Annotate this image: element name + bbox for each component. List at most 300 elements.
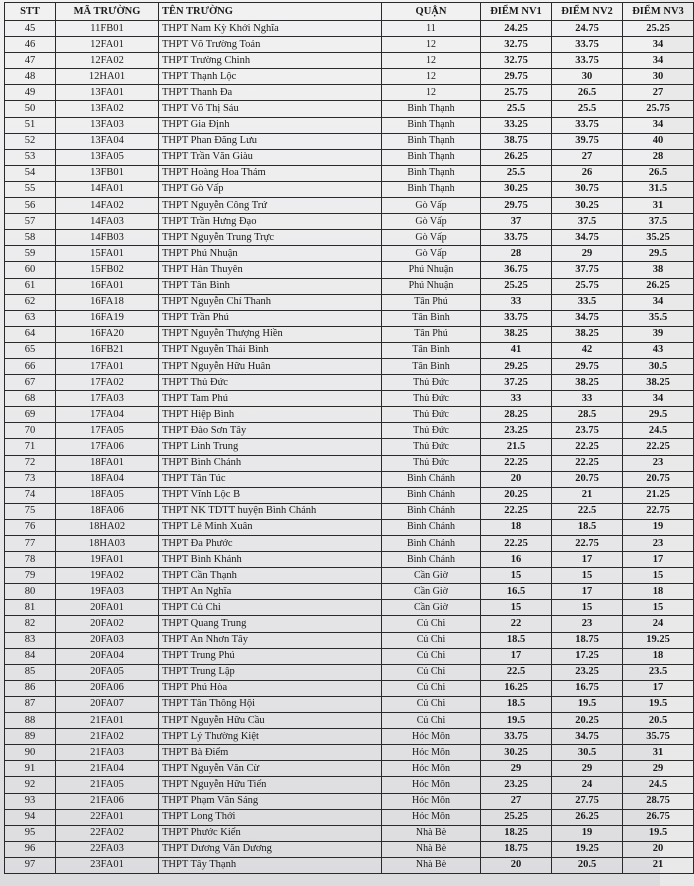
cell-diem-nv2: 23.25 [552, 664, 623, 680]
cell-diem-nv2: 19.5 [552, 696, 623, 712]
cell-quan: Bình Thạnh [382, 165, 481, 181]
cell-stt: 73 [5, 471, 56, 487]
cell-diem-nv3: 35.75 [623, 729, 694, 745]
cell-diem-nv3: 21 [623, 857, 694, 873]
cell-diem-nv1: 33.75 [481, 729, 552, 745]
cell-ten-truong: THPT Trần Phú [159, 310, 382, 326]
cell-quan: Phú Nhuận [382, 262, 481, 278]
table-row [5, 214, 694, 230]
cell-diem-nv3: 23 [623, 536, 694, 552]
table-row [5, 632, 694, 648]
cell-ma-truong: 14FA02 [56, 198, 159, 214]
cell-stt: 74 [5, 487, 56, 503]
cell-stt: 89 [5, 729, 56, 745]
cell-ten-truong: THPT Dương Văn Dương [159, 841, 382, 857]
table-row [5, 487, 694, 503]
cell-diem-nv3: 34 [623, 117, 694, 133]
cell-ma-truong: 19FA03 [56, 584, 159, 600]
cell-ten-truong: THPT Linh Trung [159, 439, 382, 455]
cell-quan: Củ Chi [382, 632, 481, 648]
cell-diem-nv2: 18.75 [552, 632, 623, 648]
cell-diem-nv2: 37.5 [552, 214, 623, 230]
table-row [5, 342, 694, 358]
cell-diem-nv2: 19.25 [552, 841, 623, 857]
cell-ma-truong: 16FA20 [56, 326, 159, 342]
cell-ten-truong: THPT Thanh Đa [159, 85, 382, 101]
cell-ma-truong: 18FA01 [56, 455, 159, 471]
cell-ten-truong: THPT Trần Văn Giàu [159, 149, 382, 165]
cell-stt: 88 [5, 713, 56, 729]
cell-stt: 55 [5, 181, 56, 197]
cell-stt: 86 [5, 680, 56, 696]
cell-quan: Bình Chánh [382, 519, 481, 535]
cell-diem-nv2: 33.75 [552, 117, 623, 133]
cell-diem-nv3: 27 [623, 85, 694, 101]
cell-quan: Cần Giờ [382, 600, 481, 616]
cell-diem-nv3: 26.5 [623, 165, 694, 181]
cell-quan: Tân Bình [382, 358, 481, 374]
cell-diem-nv1: 15 [481, 568, 552, 584]
cell-ten-truong: THPT Cần Thạnh [159, 568, 382, 584]
cell-stt: 94 [5, 809, 56, 825]
table-row [5, 37, 694, 53]
table-row [5, 391, 694, 407]
cell-quan: Tân Phú [382, 294, 481, 310]
cell-diem-nv2: 30 [552, 69, 623, 85]
cell-quan: Hóc Môn [382, 761, 481, 777]
cell-diem-nv2: 23 [552, 616, 623, 632]
cell-quan: Gò Vấp [382, 214, 481, 230]
cell-quan: Hóc Môn [382, 809, 481, 825]
cell-quan: Nhà Bè [382, 825, 481, 841]
table-row [5, 407, 694, 423]
cell-diem-nv2: 17 [552, 552, 623, 568]
cell-ma-truong: 11FB01 [56, 21, 159, 37]
cell-ma-truong: 20FA06 [56, 680, 159, 696]
table-row [5, 326, 694, 342]
cell-stt: 72 [5, 455, 56, 471]
cell-ma-truong: 16FB21 [56, 342, 159, 358]
table-row [5, 358, 694, 374]
cell-diem-nv1: 38.75 [481, 133, 552, 149]
table-row [5, 294, 694, 310]
cell-diem-nv3: 34 [623, 391, 694, 407]
cell-diem-nv3: 18 [623, 648, 694, 664]
cell-diem-nv1: 25.75 [481, 85, 552, 101]
cell-diem-nv2: 27.75 [552, 793, 623, 809]
cell-diem-nv3: 31 [623, 745, 694, 761]
cell-quan: Bình Chánh [382, 487, 481, 503]
cell-stt: 79 [5, 568, 56, 584]
cell-diem-nv3: 17 [623, 680, 694, 696]
cell-quan: Củ Chi [382, 616, 481, 632]
cell-diem-nv1: 23.25 [481, 423, 552, 439]
cell-diem-nv1: 19.5 [481, 713, 552, 729]
cell-ten-truong: THPT Phan Đăng Lưu [159, 133, 382, 149]
table-row [5, 471, 694, 487]
cell-diem-nv3: 15 [623, 568, 694, 584]
cell-diem-nv1: 37 [481, 214, 552, 230]
table-row [5, 230, 694, 246]
cell-ma-truong: 21FA01 [56, 713, 159, 729]
cell-quan: Thủ Đức [382, 423, 481, 439]
cell-quan: Bình Thạnh [382, 149, 481, 165]
cell-diem-nv1: 33.25 [481, 117, 552, 133]
cell-diem-nv1: 21.5 [481, 439, 552, 455]
cell-diem-nv2: 33.75 [552, 37, 623, 53]
cell-ma-truong: 20FA04 [56, 648, 159, 664]
cell-ma-truong: 16FA01 [56, 278, 159, 294]
cell-ma-truong: 20FA02 [56, 616, 159, 632]
cell-ma-truong: 17FA03 [56, 391, 159, 407]
cell-ma-truong: 12FA02 [56, 53, 159, 69]
cell-ten-truong: THPT NK TDTT huyện Bình Chánh [159, 503, 382, 519]
table-row [5, 455, 694, 471]
cell-ma-truong: 21FA05 [56, 777, 159, 793]
cell-diem-nv1: 32.75 [481, 37, 552, 53]
cell-diem-nv3: 29 [623, 761, 694, 777]
cell-diem-nv3: 24 [623, 616, 694, 632]
cell-diem-nv2: 29 [552, 761, 623, 777]
table-row [5, 648, 694, 664]
cell-stt: 85 [5, 664, 56, 680]
cell-ma-truong: 13FB01 [56, 165, 159, 181]
cell-ten-truong: THPT Hiệp Bình [159, 407, 382, 423]
cell-diem-nv1: 24.25 [481, 21, 552, 37]
cell-ten-truong: THPT Tân Túc [159, 471, 382, 487]
cell-ma-truong: 20FA05 [56, 664, 159, 680]
cell-diem-nv1: 33.75 [481, 230, 552, 246]
cell-ma-truong: 20FA01 [56, 600, 159, 616]
table-row [5, 680, 694, 696]
cell-diem-nv2: 33.5 [552, 294, 623, 310]
cell-diem-nv1: 18 [481, 519, 552, 535]
cell-diem-nv2: 25.5 [552, 101, 623, 117]
cell-diem-nv2: 33.75 [552, 53, 623, 69]
cell-diem-nv3: 30 [623, 69, 694, 85]
cell-ten-truong: THPT Võ Thị Sáu [159, 101, 382, 117]
cell-diem-nv2: 22.25 [552, 439, 623, 455]
cell-ma-truong: 13FA02 [56, 101, 159, 117]
cell-stt: 66 [5, 358, 56, 374]
table-row [5, 198, 694, 214]
cell-ten-truong: THPT Bình Khánh [159, 552, 382, 568]
cell-stt: 83 [5, 632, 56, 648]
cell-ma-truong: 13FA04 [56, 133, 159, 149]
cell-ten-truong: THPT Hoàng Hoa Thám [159, 165, 382, 181]
cell-ma-truong: 15FA01 [56, 246, 159, 262]
cell-diem-nv2: 27 [552, 149, 623, 165]
cell-diem-nv2: 39.75 [552, 133, 623, 149]
cell-stt: 81 [5, 600, 56, 616]
cell-diem-nv2: 29 [552, 246, 623, 262]
cell-diem-nv3: 24.5 [623, 423, 694, 439]
cell-diem-nv2: 29.75 [552, 358, 623, 374]
cell-quan: 12 [382, 69, 481, 85]
cell-ma-truong: 14FA03 [56, 214, 159, 230]
cell-diem-nv3: 30.5 [623, 358, 694, 374]
cell-stt: 97 [5, 857, 56, 873]
cell-diem-nv1: 38.25 [481, 326, 552, 342]
cell-ten-truong: THPT Tân Bình [159, 278, 382, 294]
cell-diem-nv2: 15 [552, 568, 623, 584]
table-row [5, 841, 694, 857]
cell-quan: Phú Nhuận [382, 278, 481, 294]
cell-diem-nv3: 24.5 [623, 777, 694, 793]
cell-diem-nv1: 28 [481, 246, 552, 262]
cell-diem-nv3: 37.5 [623, 214, 694, 230]
cell-ten-truong: THPT Gia Định [159, 117, 382, 133]
cell-quan: Hóc Môn [382, 729, 481, 745]
cell-quan: Củ Chi [382, 648, 481, 664]
header-diem-nv2: ĐIỂM NV2 [552, 3, 623, 21]
cell-diem-nv1: 29.75 [481, 69, 552, 85]
cell-ma-truong: 23FA01 [56, 857, 159, 873]
cell-stt: 87 [5, 696, 56, 712]
cell-diem-nv3: 38 [623, 262, 694, 278]
cell-stt: 64 [5, 326, 56, 342]
cell-diem-nv2: 24.75 [552, 21, 623, 37]
cell-diem-nv2: 38.25 [552, 326, 623, 342]
cell-ma-truong: 22FA03 [56, 841, 159, 857]
table-row [5, 21, 694, 37]
cell-ten-truong: THPT Trần Hưng Đạo [159, 214, 382, 230]
cell-diem-nv2: 34.75 [552, 230, 623, 246]
cell-diem-nv3: 19.25 [623, 632, 694, 648]
table-row [5, 761, 694, 777]
cell-diem-nv3: 43 [623, 342, 694, 358]
table-row [5, 53, 694, 69]
cell-diem-nv1: 18.5 [481, 696, 552, 712]
table-row [5, 310, 694, 326]
table-row [5, 165, 694, 181]
cell-ten-truong: THPT Bình Chánh [159, 455, 382, 471]
cell-diem-nv3: 19 [623, 519, 694, 535]
cell-stt: 93 [5, 793, 56, 809]
cell-diem-nv3: 29.5 [623, 407, 694, 423]
table-row [5, 423, 694, 439]
cell-ma-truong: 21FA04 [56, 761, 159, 777]
cell-quan: Bình Chánh [382, 536, 481, 552]
header-ten-truong: TÊN TRƯỜNG [159, 3, 382, 21]
cell-stt: 92 [5, 777, 56, 793]
cell-diem-nv3: 21.25 [623, 487, 694, 503]
cell-stt: 90 [5, 745, 56, 761]
cell-stt: 50 [5, 101, 56, 117]
header-quan: QUẬN [382, 3, 481, 21]
cell-quan: Cần Giờ [382, 568, 481, 584]
cell-diem-nv3: 25.75 [623, 101, 694, 117]
cell-ten-truong: THPT Hàn Thuyên [159, 262, 382, 278]
cell-diem-nv1: 22.5 [481, 664, 552, 680]
cell-diem-nv1: 23.25 [481, 777, 552, 793]
cell-quan: 12 [382, 85, 481, 101]
cell-diem-nv1: 16.25 [481, 680, 552, 696]
cell-diem-nv2: 20.75 [552, 471, 623, 487]
cell-diem-nv2: 22.75 [552, 536, 623, 552]
cell-diem-nv1: 17 [481, 648, 552, 664]
cell-ten-truong: THPT Lý Thường Kiệt [159, 729, 382, 745]
cell-quan: Bình Thạnh [382, 133, 481, 149]
cell-stt: 62 [5, 294, 56, 310]
cell-diem-nv1: 28.25 [481, 407, 552, 423]
table-row [5, 825, 694, 841]
cell-diem-nv2: 23.75 [552, 423, 623, 439]
table-row [5, 85, 694, 101]
cell-diem-nv1: 29.25 [481, 358, 552, 374]
cell-diem-nv1: 20 [481, 471, 552, 487]
cell-ten-truong: THPT Quang Trung [159, 616, 382, 632]
cell-quan: Tân Phú [382, 326, 481, 342]
cell-quan: Thủ Đức [382, 407, 481, 423]
cell-diem-nv2: 30.5 [552, 745, 623, 761]
cell-ten-truong: THPT Tây Thạnh [159, 857, 382, 873]
cell-ma-truong: 13FA05 [56, 149, 159, 165]
cell-diem-nv2: 17 [552, 584, 623, 600]
cell-ma-truong: 16FA19 [56, 310, 159, 326]
cell-ten-truong: THPT Củ Chi [159, 600, 382, 616]
cell-quan: Nhà Bè [382, 857, 481, 873]
cell-stt: 77 [5, 536, 56, 552]
cell-quan: Hóc Môn [382, 793, 481, 809]
cell-diem-nv1: 18.25 [481, 825, 552, 841]
cell-diem-nv2: 24 [552, 777, 623, 793]
cell-diem-nv1: 36.75 [481, 262, 552, 278]
table-row [5, 278, 694, 294]
table-row [5, 133, 694, 149]
cell-ma-truong: 18HA03 [56, 536, 159, 552]
cell-quan: Gò Vấp [382, 198, 481, 214]
cell-stt: 59 [5, 246, 56, 262]
table-row [5, 375, 694, 391]
cell-quan: Hóc Môn [382, 777, 481, 793]
cell-ma-truong: 14FB03 [56, 230, 159, 246]
cell-diem-nv1: 30.25 [481, 181, 552, 197]
cell-diem-nv3: 29.5 [623, 246, 694, 262]
cell-diem-nv3: 18 [623, 584, 694, 600]
cell-stt: 52 [5, 133, 56, 149]
cell-ten-truong: THPT Thủ Đức [159, 375, 382, 391]
cell-stt: 70 [5, 423, 56, 439]
cell-diem-nv2: 19 [552, 825, 623, 841]
cell-ma-truong: 15FB02 [56, 262, 159, 278]
cell-diem-nv1: 25.5 [481, 101, 552, 117]
cell-stt: 53 [5, 149, 56, 165]
cell-ten-truong: THPT Lê Minh Xuân [159, 519, 382, 535]
cell-diem-nv2: 38.25 [552, 375, 623, 391]
cell-ten-truong: THPT Trường Chinh [159, 53, 382, 69]
cell-diem-nv1: 41 [481, 342, 552, 358]
cell-diem-nv3: 20.5 [623, 713, 694, 729]
cell-ma-truong: 17FA01 [56, 358, 159, 374]
cell-ten-truong: THPT Võ Trường Toản [159, 37, 382, 53]
cell-diem-nv1: 25.5 [481, 165, 552, 181]
cell-ma-truong: 18FA06 [56, 503, 159, 519]
cell-quan: Thủ Đức [382, 455, 481, 471]
table-row [5, 536, 694, 552]
cell-ma-truong: 21FA03 [56, 745, 159, 761]
cell-stt: 84 [5, 648, 56, 664]
table-row [5, 600, 694, 616]
cell-diem-nv3: 35.25 [623, 230, 694, 246]
table-row [5, 246, 694, 262]
cell-ma-truong: 17FA02 [56, 375, 159, 391]
table-row [5, 664, 694, 680]
cell-ten-truong: THPT Nguyễn Thái Bình [159, 342, 382, 358]
cell-diem-nv1: 22 [481, 616, 552, 632]
cell-stt: 63 [5, 310, 56, 326]
cell-diem-nv3: 34 [623, 53, 694, 69]
cell-quan: Gò Vấp [382, 230, 481, 246]
cell-ma-truong: 14FA01 [56, 181, 159, 197]
cell-diem-nv2: 26.5 [552, 85, 623, 101]
cell-diem-nv1: 33 [481, 294, 552, 310]
cell-diem-nv2: 34.75 [552, 729, 623, 745]
cell-stt: 95 [5, 825, 56, 841]
cell-ma-truong: 16FA18 [56, 294, 159, 310]
cell-ten-truong: THPT Tân Thông Hội [159, 696, 382, 712]
cell-diem-nv1: 33.75 [481, 310, 552, 326]
cell-ten-truong: THPT Nguyễn Văn Cừ [159, 761, 382, 777]
cell-diem-nv1: 22.25 [481, 455, 552, 471]
cell-diem-nv2: 34.75 [552, 310, 623, 326]
header-stt: STT [5, 3, 56, 21]
cell-diem-nv3: 28 [623, 149, 694, 165]
cell-ten-truong: THPT Trung Phú [159, 648, 382, 664]
cell-ten-truong: THPT Phú Nhuận [159, 246, 382, 262]
cell-stt: 65 [5, 342, 56, 358]
cell-stt: 45 [5, 21, 56, 37]
cell-quan: Bình Chánh [382, 552, 481, 568]
cell-stt: 75 [5, 503, 56, 519]
cell-diem-nv3: 23 [623, 455, 694, 471]
cell-diem-nv3: 31 [623, 198, 694, 214]
table-row [5, 713, 694, 729]
table-row [5, 439, 694, 455]
cell-ten-truong: THPT Nguyễn Thượng Hiền [159, 326, 382, 342]
cell-diem-nv3: 19.5 [623, 696, 694, 712]
table-row [5, 696, 694, 712]
table-row [5, 568, 694, 584]
table-row [5, 262, 694, 278]
cell-ten-truong: THPT Phước Kiển [159, 825, 382, 841]
cell-stt: 69 [5, 407, 56, 423]
cell-stt: 51 [5, 117, 56, 133]
cell-ten-truong: THPT Nguyễn Công Trứ [159, 198, 382, 214]
cell-quan: Tân Bình [382, 342, 481, 358]
cell-ten-truong: THPT Trung Lập [159, 664, 382, 680]
cell-diem-nv3: 28.75 [623, 793, 694, 809]
cell-diem-nv3: 20 [623, 841, 694, 857]
cell-diem-nv1: 20 [481, 857, 552, 873]
cell-stt: 61 [5, 278, 56, 294]
cell-quan: 11 [382, 21, 481, 37]
cell-diem-nv1: 16.5 [481, 584, 552, 600]
cell-diem-nv3: 35.5 [623, 310, 694, 326]
cell-diem-nv3: 39 [623, 326, 694, 342]
cell-diem-nv3: 31.5 [623, 181, 694, 197]
cell-diem-nv3: 34 [623, 37, 694, 53]
cell-stt: 80 [5, 584, 56, 600]
cell-diem-nv2: 20.5 [552, 857, 623, 873]
cell-ma-truong: 22FA02 [56, 825, 159, 841]
cell-ma-truong: 20FA07 [56, 696, 159, 712]
cell-diem-nv1: 20.25 [481, 487, 552, 503]
cell-quan: Bình Thạnh [382, 181, 481, 197]
cell-ten-truong: THPT Nam Kỳ Khởi Nghĩa [159, 21, 382, 37]
cell-stt: 78 [5, 552, 56, 568]
cell-quan: Hóc Môn [382, 745, 481, 761]
